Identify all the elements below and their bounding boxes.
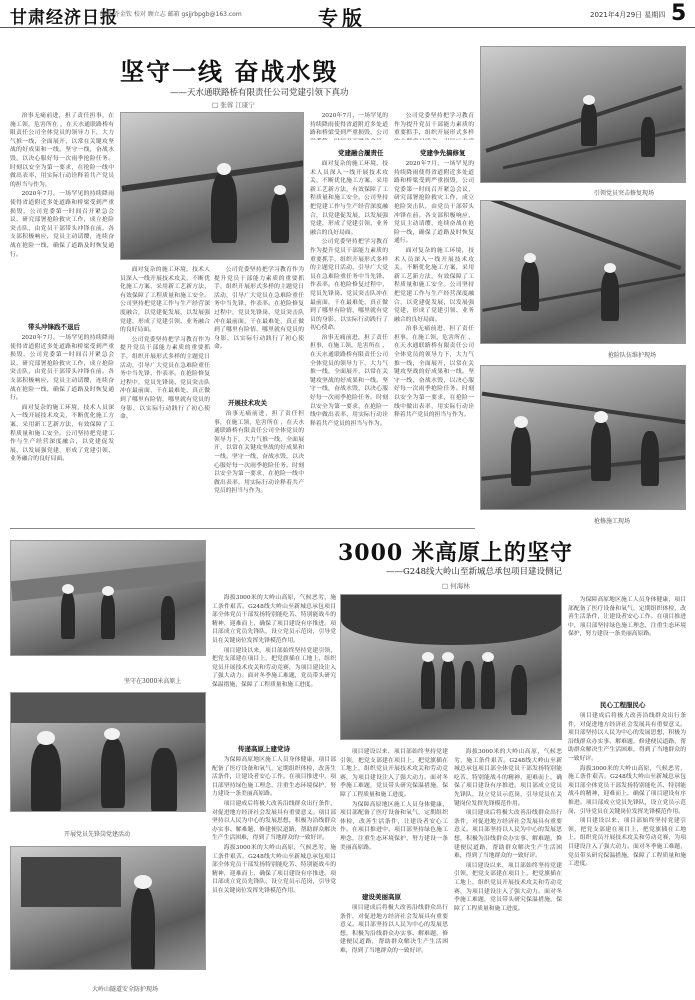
article1-caption-2: 抢险队伍维护现场 xyxy=(608,352,657,359)
article1-caption-3: 抢修施工现场 xyxy=(594,518,631,525)
article2-column-1b: 为保障高原地区施工人员身体健康，项目部配备了医疗设备和氧气，定期组织体检，改善生活条件，让建设者安心工作。在项目推进中，项目部坚持绿色施工理念，注重生态环境保护，努力建设一条美丽高原路。 项目建成后将极大改善沿线群众出行条件，对促进地方经济社会发展具有重要意义。项目部坚持以人民为中心的发展思想，积极为沿线群众办实事、解难题，修建便民道路，帮助群众解决生产生活困难，得到了当地群众的一致好评。 海拔3000米的大岭山高原，气候恶劣，施工条件艰苦。G248线大岭山至新城总承包项目部全体党员干部发扬特别能吃苦、特别能战斗的精神，迎难而上，确保了项目建设有序推进。项目部成立党员先锋队，设立党员示范岗，引导党员在关键岗位发挥先锋模范作用。 xyxy=(212,757,336,894)
article2-column-2: 项目建设以来，项目部始终坚持党建引领，把党支部建在项目上，把党旗插在工地上，组织党员开展技术攻关和劳动竞赛，为项目建设注入了强大动力。面对冬季施工难题，党员带头研究保温措施，保障了工程质量和施工进度。 为保障高原地区施工人员身体健康，项目部配备了医疗设备和氧气，定期组织体检，改善生活条件，让建设者安心工作。在项目推进中，项目部坚持绿色施工理念，注重生态环境保护，努力建设一条美丽高原路。 xyxy=(340,749,448,851)
article1-column-2: 面对复杂的施工环境，技术人员深入一线开展技术攻关，不断优化施工方案，采用新工艺新方法，有效保障了工程质量和施工安全。公司坚持把党建工作与生产经营深度融合，以党建促发展，以发展强党建，形成了党建引领、业务融合的良好局面。 公司党委坚持把学习教育作为提升党员干部能力素质的重要抓手，组织开展形式多样的主题党日活动，引导广大党员在急难险重任务中当先锋、作表率。在抢险修复过程中，党员先锋岗、党员突击队冲在最前面，干在最难处，真正做到了哪里有险情，哪里就有党员的身影，以实际行动践行了初心使命。 xyxy=(120,267,210,421)
article2-column-3: 海拔3000米的大岭山高原，气候恶劣，施工条件艰苦。G248线大岭山至新城总承包项目部全体党员干部发扬特别能吃苦、特别能战斗的精神，迎难而上，确保了项目建设有序推进。项目部成立党员先锋队，设立党员示范岗，引导党员在关键岗位发挥先锋模范作用。 项目建成后将极大改善沿线群众出行条件，对促进地方经济社会发展具有重要意义。项目部坚持以人民为中心的发展思想，积极为沿线群众办实事、解难题，修建便民道路，帮助群众解决生产生活困难，得到了当地群众的一致好评。 项目建设以来，项目部始终坚持党建引领，把党支部建在项目上，把党旗插在工地上，组织党员开展技术攻关和劳动竞赛，为项目建设注入了强大动力。面对冬季施工难题，党员带头研究保温措施，保障了工程质量和施工进度。 xyxy=(454,749,562,912)
masthead xyxy=(0,0,695,28)
article1-subhead-2: 开展技术攻关 xyxy=(228,399,267,407)
article1-subhead-4: 党建争先搞修复 xyxy=(420,149,466,157)
section-title: 专版 xyxy=(318,6,366,30)
article2-column-2b: 项目建成后将极大改善沿线群众出行条件，对促进地方经济社会发展具有重要意义。项目部坚持以人民为中心的发展思想，积极为沿线群众办实事、解难题，修建便民道路，帮助群众解决生产生活困难，得到了当地群众的一致好评。 xyxy=(340,905,448,954)
article1-photo-right-1 xyxy=(480,46,686,183)
article1-column-4: 2020年7月，一场罕见的持续降雨使得省道附近多处道路和桥梁受到严重损毁，公司 xyxy=(310,113,388,137)
staff-line: 编辑 乔金钦 校对 顾立志 邮箱 gsjjrbpgb@163.com xyxy=(100,11,242,18)
article1-subhead-1: 带头冲锋践不退后 xyxy=(28,323,80,331)
article1-byline: □ 张蓉 江康宁 xyxy=(212,101,255,109)
article1-column-1: 治事无痛前进，担了责任担事，在施工领，危害所在 ，在天水通联路桥有限责任公司全体党员的领导力下，大力气推一线，全面展开，以常在关键攻坚战的好成果和一线。坚守一线，奋战水毁，以决心服好每一次雨季抢险任务。时刻以安全为第一要求，在抢险一线中做出表率，用实际行动诠释着共产党员的担当与作为。 2020年7月，一场罕见的持续降雨使得省道附近多处道路和桥梁受到严重损毁，公司党委第一时间召开紧急会议，研究部署抢险救灾工作，成立抢险突击队，由党员干部带头冲锋在前。各支部积极响应，党员主动请缨，连续奋战在抢险一线，确保了道路及时恢复通行。 xyxy=(10,113,114,258)
article2-photo-left-2 xyxy=(10,692,206,812)
article1-column-5: 公司党委坚持把学习教育作为提升党员干部能力素质的重要抓手，组织开展形式多样 xyxy=(394,113,474,137)
article2-main-photo xyxy=(340,594,562,740)
article1-subtitle: ——天水通联路桥有限责任公司党建引领下真功 xyxy=(170,88,349,98)
article2-title: 3000 米高原上的坚守 xyxy=(338,540,573,566)
article-divider xyxy=(10,528,475,529)
article2-photo-left-3 xyxy=(10,846,206,970)
article1-column-3b: 治事无痛前进，担了责任担事，在施工领，危害所在 ，在天水通联路桥有限责任公司全体党员的领导力下，大力气推一线，全面展开，以常在关键攻坚战的好成果和一线。坚守一线，奋战水毁，以决心服好每一次雨季抢险任务。时刻以安全为第一要求，在抢险一线中做出表率，用实际行动诠释着共产党员的担当与作为。 xyxy=(214,411,304,495)
article1-column-4b: 面对复杂的施工环境，技术人员深入一线开展技术攻关，不断优化施工方案，采用新工艺新方法，有效保障了工程质量和施工安全。公司坚持把党建工作与生产经营深度融合，以党建促发展，以发展强党建，形成了党建引领、业务融合的良好局面。 公司党委坚持把学习教育作为提升党员干部能力素质的重要抓手，组织开展形式多样的主题党日活动，引导广大党员在急难险重任务中当先锋、作表率。在抢险修复过程中，党员先锋岗、党员突击队冲在最前面，干在最难处，真正做到了哪里有险情，哪里就有党员的身影，以实际行动践行了初心使命。 治事无痛前进，担了责任担事，在施工领，危害所在 ，在天水通联路桥有限责任公司全体党员的领导力下，大力气推一线，全面展开，以常在关键攻坚战的好成果和一线。坚守一线，奋战水毁，以决心服好每一次雨季抢险任务。时刻以安全为第一要求，在抢险一线中做出表率，用实际行动诠释着共产党员的担当与作为。 xyxy=(310,161,388,427)
article1-column-1b: 2020年7月，一场罕见的持续降雨使得省道附近多处道路和桥梁受到严重损毁，公司党委第一时间召开紧急会议，研究部署抢险救灾工作，成立抢险突击队，由党员干部带头冲锋在前。各支部积极响应，党员主动请缨，连续奋战在抢险一线，确保了道路及时恢复通行。 面对复杂的施工环境，技术人员深入一线开展技术攻关，不断优化施工方案，采用新工艺新方法，有效保障了工程质量和施工安全。公司坚持把党建工作与生产经营深度融合，以党建促发展，以发展强党建，形成了党建引领、业务融合的良好局面。 xyxy=(10,335,114,463)
article2-column-1: 海拔3000米的大岭山高原，气候恶劣，施工条件艰苦。G248线大岭山至新城总承包项目部全体党员干部发扬特别能吃苦、特别能战斗的精神，迎难而上，确保了项目建设有序推进。项目部成立党员先锋队，设立党员示范岗，引导党员在关键岗位发挥先锋模范作用。 项目建设以来，项目部始终坚持党建引领，把党支部建在项目上，把党旗插在工地上，组织党员开展技术攻关和劳动竞赛，为项目建设注入了强大动力。面对冬季施工难题，党员带头研究保温措施，保障了工程质量和施工进度。 xyxy=(212,595,336,688)
article1-caption-1: 引领党员突击修复现场 xyxy=(594,190,655,197)
page-number: 5 xyxy=(671,1,687,26)
article1-column-5b: 2020年7月，一场罕见的持续降雨使得省道附近多处道路和桥梁受到严重损毁，公司党委第一时间召开紧急会议，研究部署抢险救灾工作，成立抢险突击队，由党员干部带头冲锋在前。各支部积极响应，党员主动请缨，连续奋战在抢险一线，确保了道路及时恢复通行。 面对复杂的施工环境，技术人员深入一线开展技术攻关，不断优化施工方案，采用新工艺新方法，有效保障了工程质量和施工安全。公司坚持把党建工作与生产经营深度融合，以党建促发展，以发展强党建，形成了党建引领、业务融合的良好局面。 治事无痛前进，担了责任担事，在施工领，危害所在 ，在天水通联路桥有限责任公司全体党员的领导力下，大力气推一线，全面展开，以常在关键攻坚战的好成果和一线。坚守一线，奋战水毁，以决心服好每一次雨季抢险任务。时刻以安全为第一要求，在抢险一线中做出表率，用实际行动诠释着共产党员的担当与作为。 xyxy=(394,161,474,419)
article1-photo-right-2 xyxy=(480,200,686,344)
article2-byline: □ 何海林 xyxy=(442,582,470,590)
article2-caption-3: 大岭山隧道安全防护现场 xyxy=(92,986,159,993)
newspaper-logo: 甘肃经济日报 xyxy=(10,8,118,28)
issue-date: 2021年4月29日 星期四 xyxy=(590,11,666,19)
article1-subhead-3: 党建融合履责任 xyxy=(338,149,384,157)
article1-title: 坚守一线 奋战水毁 xyxy=(120,57,339,86)
article2-subhead-1: 传递高原上建党诗 xyxy=(238,745,290,753)
article2-column-4: 为保障高原地区施工人员身体健康，项目部配备了医疗设备和氧气，定期组织体检，改善生活条件，让建设者安心工作。在项目推进中，项目部坚持绿色施工理念，注重生态环境保护，努力建设一条美丽高原路。 xyxy=(568,597,686,638)
article1-main-photo xyxy=(120,112,304,260)
article1-photo-right-3 xyxy=(480,365,686,510)
article2-subhead-2: 建设美丽高原 xyxy=(362,893,401,901)
article2-subhead-3: 民心工程服民心 xyxy=(600,701,646,709)
article2-column-4b: 项目建成后将极大改善沿线群众出行条件，对促进地方经济社会发展具有重要意义。项目部坚持以人民为中心的发展思想，积极为沿线群众办实事、解难题，修建便民道路，帮助群众解决生产生活困难，得到了当地群众的一致好评。 海拔3000米的大岭山高原，气候恶劣，施工条件艰苦。G248线大岭山至新城总承包项目部全体党员干部发扬特别能吃苦、特别能战斗的精神，迎难而上，确保了项目建设有序推进。项目部成立党员先锋队，设立党员示范岗，引导党员在关键岗位发挥先锋模范作用。 项目建设以来，项目部始终坚持党建引领，把党支部建在项目上，把党旗插在工地上，组织党员开展技术攻关和劳动竞赛，为项目建设注入了强大动力。面对冬季施工难题，党员带头研究保温措施，保障了工程质量和施工进度。 xyxy=(568,713,686,868)
article2-caption-1: 坚守在3000米高原上 xyxy=(124,678,182,685)
article2-subtitle: ——G248线大岭山至新城总承包项目建设侧记 xyxy=(386,567,563,577)
article1-column-3: 公司党委坚持把学习教育作为提升党员干部能力素质的重要抓手，组织开展形式多样的主题党日活动，引导广大党员在急难险重任务中当先锋、作表率。在抢险修复过程中，党员先锋岗、党员突击队冲在最前面，干在最难处，真正做到了哪里有险情，哪里就有党员的身影，以实际行动践行了初心使命。 xyxy=(214,267,304,351)
article2-photo-left-1 xyxy=(10,540,206,656)
article2-caption-2: 开展党员先锋岗党建活动 xyxy=(64,831,131,838)
